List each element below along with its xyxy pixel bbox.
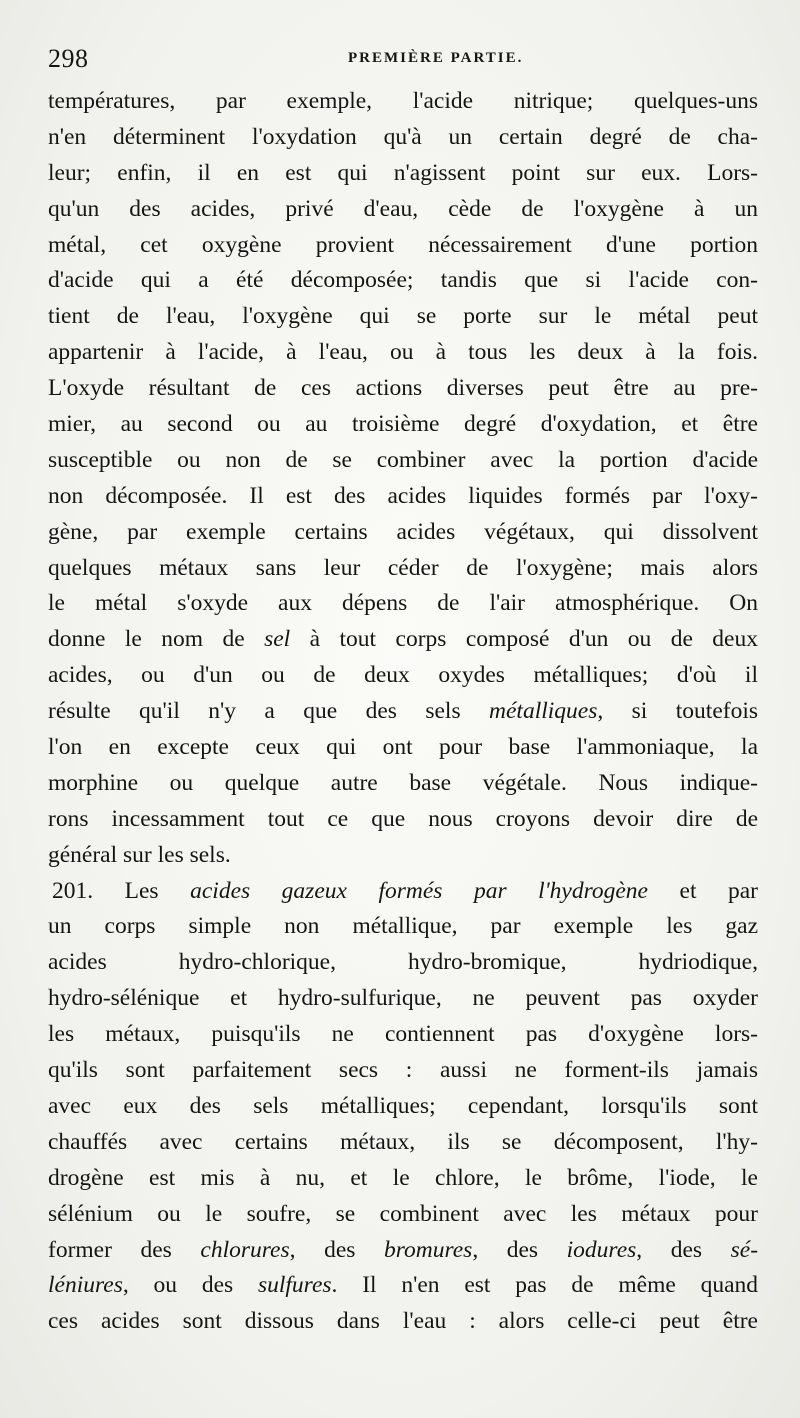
text-line: acides hydro-chlorique, hydro-bromique, hydriodique, [48,949,758,976]
text-line: drogène est mis à nu, et le chlore, le brôme, l'iode, le [48,1164,758,1191]
running-head: PREMIÈRE PARTIE. [348,50,524,66]
italic-term: métalliques [489,698,598,725]
text-line: qu'ils sont parfaitement secs : aussi ne forment-ils jamais [48,1057,758,1084]
text-line-paragraph-start: 201. Les acides gazeux formés par l'hydrogène et par [52,877,758,904]
text-line: hydro-sélénique et hydro-sulfurique, ne peuvent pas oxyder [48,985,758,1012]
page-number: 298 [48,44,89,73]
italic-term: chlorures [200,1236,290,1263]
text-line: donne le nom de sel à tout corps composé d'un ou de deux [48,626,758,653]
page-header [48,44,760,74]
text-line: morphine ou quelque autre base végétale. Nous indique- [48,769,758,796]
italic-term: sulfures [257,1272,332,1299]
body-text [48,84,758,1340]
text-line-paragraph-end: général sur les sels. [48,841,231,868]
text-line: non décomposée. Il est des acides liquides formés par l'oxy- [48,482,758,509]
text-line: appartenir à l'acide, à l'eau, ou à tous les deux à la fois. [48,339,758,366]
text-line: susceptible ou non de se combiner avec la portion d'acide [48,446,758,473]
text-line: métal, cet oxygène provient nécessairement d'une portion [48,231,758,258]
text-line: mier, au second ou au troisième degré d'oxydation, et être [48,411,758,438]
italic-term: bromures [383,1236,473,1263]
text-line: quelques métaux sans leur céder de l'oxygène; mais alors [48,554,758,581]
text-line: ces acides sont dissous dans l'eau : alors celle-ci peut être [48,1308,758,1335]
text-line: n'en déterminent l'oxydation qu'à un certain degré de cha- [48,123,758,150]
italic-term: iodures [566,1236,637,1263]
text-line: résulte qu'il n'y a que des sels métalliques, si toutefois [48,698,758,725]
text-line: tient de l'eau, l'oxygène qui se porte sur le métal peut [48,303,758,330]
text-line: chauffés avec certains métaux, ils se décomposent, l'hy- [48,1128,758,1155]
text-line: avec eux des sels métalliques; cependant, lorsqu'ils sont [48,1092,758,1119]
text-line: un corps simple non métallique, par exemple les gaz [48,913,758,940]
text-line: les métaux, puisqu'ils ne contiennent pas d'oxygène lors- [48,1021,758,1048]
text-line: leur; enfin, il en est qui n'agissent point sur eux. Lors- [48,159,758,186]
italic-term: sel [264,626,291,653]
italic-term: acides gazeux formés par l'hydrogène [190,877,648,904]
text-line: le métal s'oxyde aux dépens de l'air atmosphérique. On [48,590,758,617]
text-line: températures, par exemple, l'acide nitrique; quelques-uns [48,88,758,114]
text-line: gène, par exemple certains acides végétaux, qui dissolvent [48,518,758,545]
text-line: former des chlorures, des bromures, des iodures, des sé- [48,1236,758,1263]
text-line: léniures, ou des sulfures. Il n'en est pas de même quand [48,1272,758,1299]
italic-term: sé- [730,1236,758,1263]
italic-term: léniures [48,1272,123,1299]
text-line: sélénium ou le soufre, se combinent avec les métaux pour [48,1200,758,1227]
text-line: l'on en excepte ceux qui ont pour base l'ammoniaque, la [48,734,758,761]
text-line: L'oxyde résultant de ces actions diverses peut être au pre- [48,375,758,402]
text-line: qu'un des acides, privé d'eau, cède de l'oxygène à un [48,195,758,222]
text-line: d'acide qui a été décomposée; tandis que si l'acide con- [48,267,758,294]
text-line: rons incessamment tout ce que nous croyons devoir dire de [48,805,758,832]
text-line: acides, ou d'un ou de deux oxydes métalliques; d'où il [48,662,758,689]
